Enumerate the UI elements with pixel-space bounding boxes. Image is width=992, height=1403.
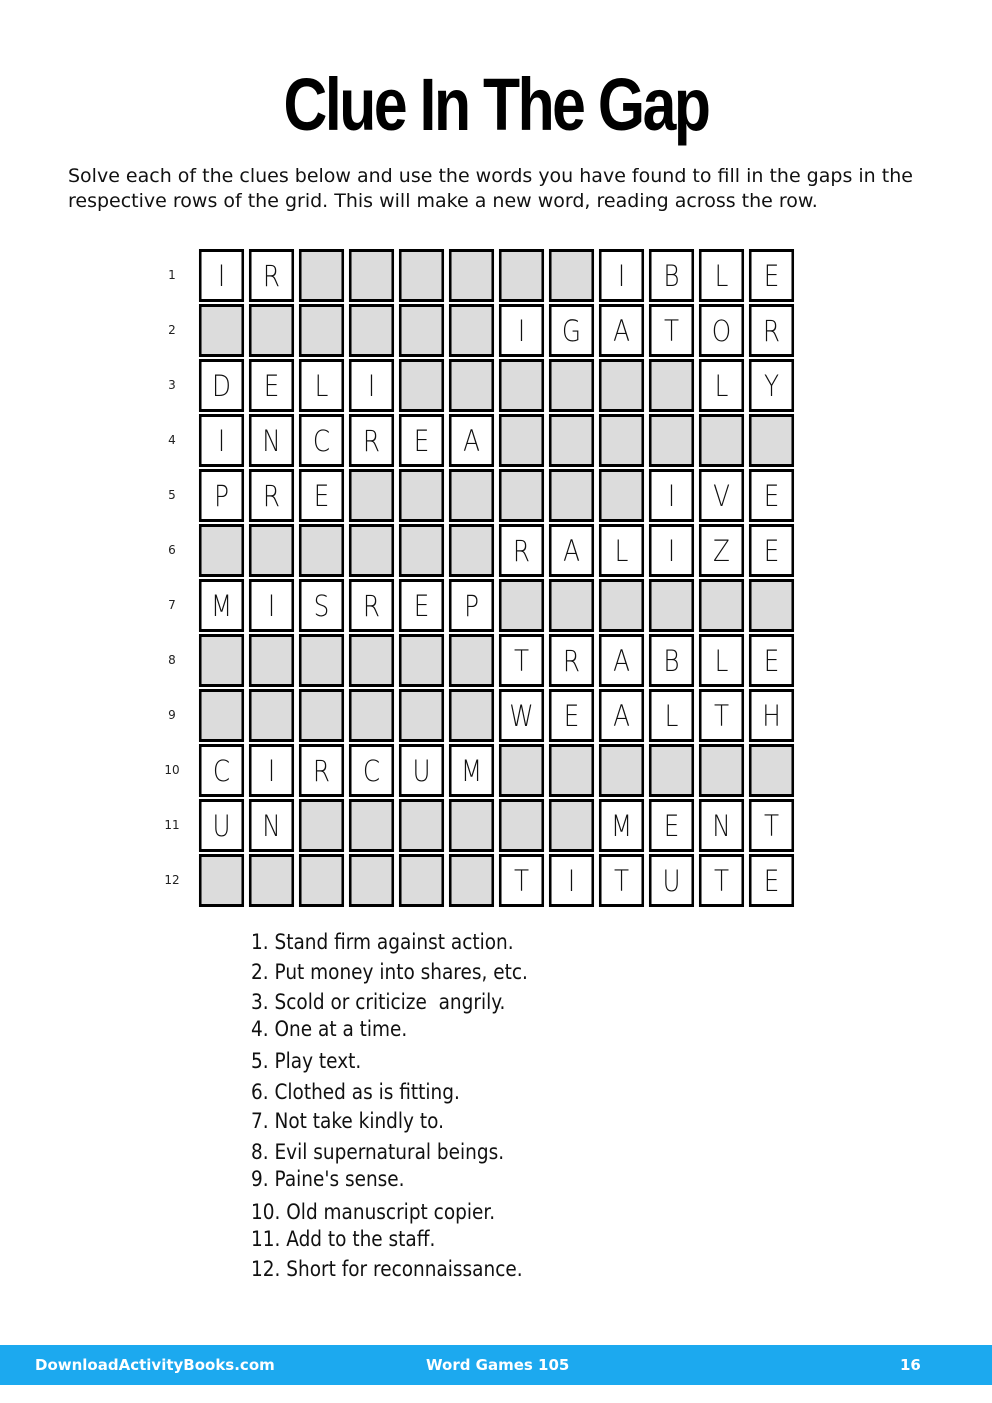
gap-cell[interactable] (549, 799, 594, 852)
letter-cell: E (549, 689, 594, 742)
row-number: 9 (168, 708, 176, 722)
row-number: 2 (168, 323, 176, 337)
clue-item: 5. Play text. (251, 1049, 362, 1073)
letter-cell: L (699, 359, 744, 412)
gap-cell[interactable] (299, 249, 344, 302)
gap-cell[interactable] (749, 579, 794, 632)
row-number: 4 (168, 433, 176, 447)
letter-cell: O (699, 304, 744, 357)
letter-cell: R (549, 634, 594, 687)
letter-cell: U (199, 799, 244, 852)
letter-cell: N (699, 799, 744, 852)
letter-cell: M (449, 744, 494, 797)
row-number: 5 (168, 488, 176, 502)
letter-cell: L (649, 689, 694, 742)
letter-cell: A (449, 414, 494, 467)
letter-cell: S (299, 579, 344, 632)
clue-item: 8. Evil supernatural beings. (251, 1140, 505, 1164)
gap-cell[interactable] (449, 304, 494, 357)
gap-cell[interactable] (399, 304, 444, 357)
gap-cell[interactable] (599, 469, 644, 522)
row-number: 1 (168, 268, 176, 282)
letter-cell: T (499, 854, 544, 907)
letter-cell: E (749, 249, 794, 302)
gap-cell[interactable] (749, 414, 794, 467)
letter-cell: I (349, 359, 394, 412)
letter-cell: R (299, 744, 344, 797)
clue-item: 3. Scold or criticize angrily. (251, 990, 506, 1014)
gap-cell[interactable] (299, 304, 344, 357)
clue-item: 12. Short for reconnaissance. (251, 1257, 523, 1281)
gap-cell[interactable] (449, 249, 494, 302)
letter-cell: Z (699, 524, 744, 577)
clue-item: 9. Paine's sense. (251, 1167, 405, 1191)
letter-cell: V (699, 469, 744, 522)
letter-cell: I (249, 744, 294, 797)
letter-cell: H (749, 689, 794, 742)
letter-cell: C (199, 744, 244, 797)
letter-cell: E (299, 469, 344, 522)
letter-cell: E (749, 854, 794, 907)
letter-cell: R (499, 524, 544, 577)
gap-cell[interactable] (299, 634, 344, 687)
gap-cell[interactable] (749, 744, 794, 797)
letter-cell: E (649, 799, 694, 852)
letter-cell: E (249, 359, 294, 412)
gap-cell[interactable] (299, 854, 344, 907)
letter-cell: L (299, 359, 344, 412)
letter-cell: B (649, 249, 694, 302)
gap-cell[interactable] (599, 359, 644, 412)
clue-item: 4. One at a time. (251, 1017, 408, 1041)
gap-cell[interactable] (249, 304, 294, 357)
letter-cell: Y (749, 359, 794, 412)
gap-cell[interactable] (299, 524, 344, 577)
gap-cell[interactable] (549, 414, 594, 467)
row-number: 11 (164, 818, 180, 832)
row-number: 3 (168, 378, 176, 392)
gap-cell[interactable] (549, 579, 594, 632)
gap-cell[interactable] (349, 634, 394, 687)
letter-cell: P (199, 469, 244, 522)
gap-cell[interactable] (499, 579, 544, 632)
gap-cell[interactable] (449, 799, 494, 852)
gap-cell[interactable] (449, 359, 494, 412)
gap-cell[interactable] (249, 689, 294, 742)
letter-cell: R (349, 414, 394, 467)
gap-cell[interactable] (399, 634, 444, 687)
gap-cell[interactable] (249, 524, 294, 577)
letter-cell: M (199, 579, 244, 632)
letter-cell: T (599, 854, 644, 907)
letter-cell: I (199, 249, 244, 302)
letter-cell: T (649, 304, 694, 357)
gap-cell[interactable] (299, 799, 344, 852)
letter-cell: I (199, 414, 244, 467)
letter-cell: E (399, 414, 444, 467)
letter-cell: E (749, 634, 794, 687)
gap-cell[interactable] (649, 744, 694, 797)
gap-cell[interactable] (499, 469, 544, 522)
gap-cell[interactable] (549, 359, 594, 412)
gap-cell[interactable] (199, 304, 244, 357)
gap-cell[interactable] (349, 524, 394, 577)
letter-cell: A (599, 689, 644, 742)
footer-bar (0, 1345, 992, 1385)
letter-cell: L (699, 249, 744, 302)
clue-item: 2. Put money into shares, etc. (251, 960, 528, 984)
gap-cell[interactable] (399, 524, 444, 577)
gap-cell[interactable] (449, 634, 494, 687)
gap-cell[interactable] (349, 854, 394, 907)
letter-cell: I (649, 469, 694, 522)
gap-cell[interactable] (249, 854, 294, 907)
instructions: Solve each of the clues below and use the words you have found to fill in the gaps in the respective rows of the grid. This will make a new word, reading across the row. (68, 165, 913, 212)
gap-cell[interactable] (399, 689, 444, 742)
letter-cell: C (349, 744, 394, 797)
gap-cell[interactable] (199, 854, 244, 907)
gap-cell[interactable] (599, 744, 644, 797)
page-title: Clue In The Gap (283, 63, 709, 146)
gap-cell[interactable] (449, 524, 494, 577)
gap-cell[interactable] (349, 469, 394, 522)
letter-cell: U (399, 744, 444, 797)
letter-cell: A (549, 524, 594, 577)
gap-cell[interactable] (349, 689, 394, 742)
gap-cell[interactable] (249, 634, 294, 687)
gap-cell[interactable] (649, 579, 694, 632)
row-number: 6 (168, 543, 176, 557)
letter-cell: R (349, 579, 394, 632)
letter-cell: I (549, 854, 594, 907)
letter-cell: P (449, 579, 494, 632)
gap-cell[interactable] (549, 249, 594, 302)
gap-cell[interactable] (499, 744, 544, 797)
gap-cell[interactable] (499, 799, 544, 852)
footer-site[interactable]: DownloadActivityBooks.com (35, 1356, 275, 1374)
gap-cell[interactable] (449, 469, 494, 522)
letter-cell: G (549, 304, 594, 357)
letter-cell: I (499, 304, 544, 357)
clue-item: 6. Clothed as is fitting. (251, 1080, 460, 1104)
row-number: 7 (168, 598, 176, 612)
gap-cell[interactable] (499, 359, 544, 412)
letter-cell: D (199, 359, 244, 412)
letter-cell: L (599, 524, 644, 577)
gap-cell[interactable] (399, 854, 444, 907)
letter-cell: N (249, 414, 294, 467)
gap-cell[interactable] (549, 744, 594, 797)
gap-cell[interactable] (349, 304, 394, 357)
letter-cell: W (499, 689, 544, 742)
gap-cell[interactable] (449, 854, 494, 907)
gap-cell[interactable] (699, 414, 744, 467)
letter-cell: I (649, 524, 694, 577)
row-number: 12 (164, 873, 180, 887)
gap-cell[interactable] (399, 469, 444, 522)
gap-cell[interactable] (449, 689, 494, 742)
letter-cell: L (699, 634, 744, 687)
gap-cell[interactable] (649, 359, 694, 412)
letter-cell: T (699, 854, 744, 907)
clue-item: 11. Add to the staff. (251, 1227, 436, 1251)
gap-cell[interactable] (299, 689, 344, 742)
letter-cell: M (599, 799, 644, 852)
gap-cell[interactable] (199, 689, 244, 742)
letter-cell: A (599, 634, 644, 687)
footer-book-title: Word Games 105 (426, 1356, 570, 1374)
letter-cell: C (299, 414, 344, 467)
gap-cell[interactable] (699, 744, 744, 797)
letter-cell: T (499, 634, 544, 687)
letter-cell: T (699, 689, 744, 742)
clue-item: 1. Stand firm against action. (251, 930, 514, 954)
gap-cell[interactable] (349, 799, 394, 852)
letter-cell: R (249, 249, 294, 302)
row-number: 10 (164, 763, 180, 777)
gap-cell[interactable] (599, 414, 644, 467)
letter-cell: A (599, 304, 644, 357)
gap-cell[interactable] (649, 414, 694, 467)
letter-cell: B (649, 634, 694, 687)
gap-cell[interactable] (399, 249, 444, 302)
gap-cell[interactable] (499, 414, 544, 467)
gap-cell[interactable] (399, 799, 444, 852)
gap-cell[interactable] (699, 579, 744, 632)
letter-cell: I (249, 579, 294, 632)
gap-cell[interactable] (349, 249, 394, 302)
letter-cell: U (649, 854, 694, 907)
letter-cell: E (749, 469, 794, 522)
gap-cell[interactable] (599, 579, 644, 632)
gap-cell[interactable] (199, 524, 244, 577)
gap-cell[interactable] (199, 634, 244, 687)
clue-item: 7. Not take kindly to. (251, 1109, 444, 1133)
row-number: 8 (168, 653, 176, 667)
letter-cell: I (599, 249, 644, 302)
gap-cell[interactable] (399, 359, 444, 412)
clue-item: 10. Old manuscript copier. (251, 1200, 496, 1224)
letter-cell: N (249, 799, 294, 852)
gap-cell[interactable] (549, 469, 594, 522)
page-number: 16 (900, 1356, 921, 1374)
letter-cell: R (749, 304, 794, 357)
letter-cell: R (249, 469, 294, 522)
letter-cell: E (399, 579, 444, 632)
letter-cell: T (749, 799, 794, 852)
gap-cell[interactable] (499, 249, 544, 302)
letter-cell: E (749, 524, 794, 577)
